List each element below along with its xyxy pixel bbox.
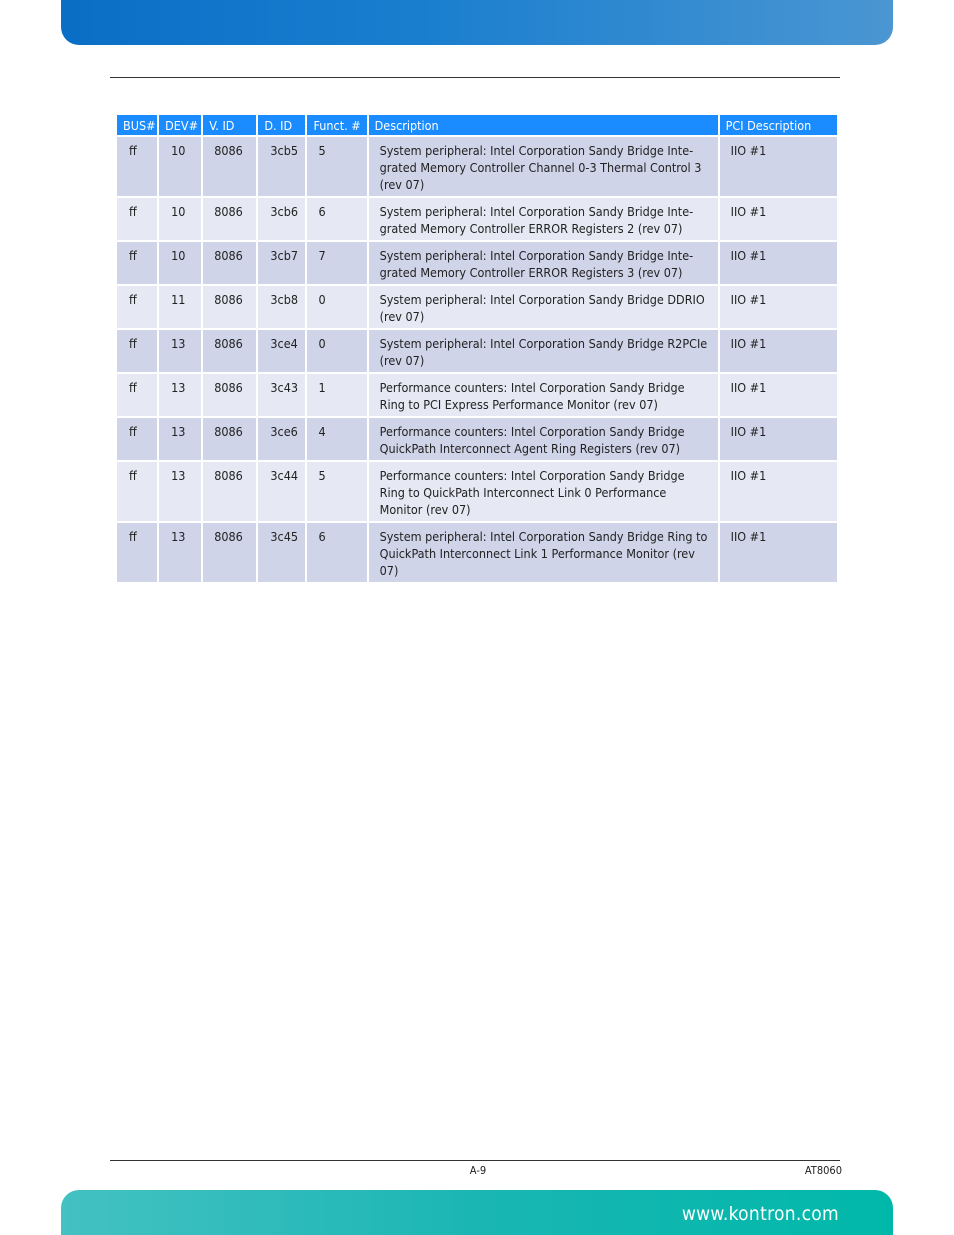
pci-description-cell: IIO #1 [720,462,837,521]
table-row [117,137,837,196]
dev-cell: 10 [159,198,201,240]
column-header-device-id: D. ID [258,115,305,135]
column-header-pci-description: PCI Description [720,115,837,135]
table-row [117,198,837,240]
table-row [117,374,837,416]
column-header-dev: DEV# [159,115,201,135]
vendor-id-cell: 8086 [203,374,256,416]
device-id-cell: 3cb8 [258,286,305,328]
pci-description-cell: IIO #1 [720,330,837,372]
pci-device-table [115,113,839,584]
pci-description-cell: IIO #1 [720,286,837,328]
table-row [117,523,837,582]
description-cell: System peripheral: Intel Corporation Sandy Bridge R2PCIe (rev 07) [369,330,718,372]
description-cell: System peripheral: Intel Corporation Sandy Bridge Ring to QuickPath Interconnect Link 1 Performance Monitor (rev 07) [369,523,718,582]
column-header-function: Funct. # [307,115,366,135]
pci-description-cell: IIO #1 [720,198,837,240]
vendor-id-cell: 8086 [203,242,256,284]
top-banner [61,0,893,45]
dev-cell: 13 [159,523,201,582]
device-id-cell: 3ce6 [258,418,305,460]
function-cell: 4 [307,418,366,460]
bus-cell: ff [117,198,157,240]
description-cell: System peripheral: Intel Corporation Sandy Bridge Inte-grated Memory Controller ERROR Registers 3 (rev 07) [369,242,718,284]
column-header-vendor-id: V. ID [203,115,256,135]
device-id-cell: 3c44 [258,462,305,521]
header-rule [110,77,840,78]
column-header-description: Description [369,115,718,135]
dev-cell: 13 [159,330,201,372]
table-header-row [117,115,837,135]
device-id-cell: 3cb5 [258,137,305,196]
description-cell: Performance counters: Intel Corporation Sandy Bridge QuickPath Interconnect Agent Ring Registers (rev 07) [369,418,718,460]
device-id-cell: 3ce4 [258,330,305,372]
function-cell: 6 [307,198,366,240]
page-number: A-9 [469,1164,487,1177]
function-cell: 7 [307,242,366,284]
vendor-id-cell: 8086 [203,462,256,521]
table-row [117,462,837,521]
description-cell: System peripheral: Intel Corporation Sandy Bridge Inte-grated Memory Controller Channel 0-3 Thermal Control 3 (rev 07) [369,137,718,196]
dev-cell: 13 [159,374,201,416]
device-id-cell: 3cb6 [258,198,305,240]
bus-cell: ff [117,523,157,582]
function-cell: 0 [307,286,366,328]
pci-description-cell: IIO #1 [720,242,837,284]
vendor-id-cell: 8086 [203,418,256,460]
dev-cell: 10 [159,137,201,196]
vendor-id-cell: 8086 [203,198,256,240]
bus-cell: ff [117,330,157,372]
device-id-cell: 3c45 [258,523,305,582]
bus-cell: ff [117,374,157,416]
pci-description-cell: IIO #1 [720,523,837,582]
website-url[interactable]: www.kontron.com [681,1203,839,1225]
footer-rule [110,1160,840,1161]
table-row [117,286,837,328]
dev-cell: 13 [159,418,201,460]
dev-cell: 10 [159,242,201,284]
function-cell: 0 [307,330,366,372]
pci-description-cell: IIO #1 [720,374,837,416]
function-cell: 5 [307,137,366,196]
vendor-id-cell: 8086 [203,523,256,582]
description-cell: Performance counters: Intel Corporation Sandy Bridge Ring to PCI Express Performance Monitor (rev 07) [369,374,718,416]
description-cell: Performance counters: Intel Corporation Sandy Bridge Ring to QuickPath Interconnect Link 0 Performance Monitor (rev 07) [369,462,718,521]
document-id: AT8060 [804,1164,842,1177]
description-cell: System peripheral: Intel Corporation Sandy Bridge Inte-grated Memory Controller ERROR Registers 2 (rev 07) [369,198,718,240]
description-cell: System peripheral: Intel Corporation Sandy Bridge DDRIO (rev 07) [369,286,718,328]
table-row [117,418,837,460]
vendor-id-cell: 8086 [203,330,256,372]
vendor-id-cell: 8086 [203,137,256,196]
pci-description-cell: IIO #1 [720,418,837,460]
function-cell: 1 [307,374,366,416]
bus-cell: ff [117,286,157,328]
bus-cell: ff [117,137,157,196]
device-id-cell: 3cb7 [258,242,305,284]
vendor-id-cell: 8086 [203,286,256,328]
bus-cell: ff [117,462,157,521]
bus-cell: ff [117,242,157,284]
pci-description-cell: IIO #1 [720,137,837,196]
function-cell: 6 [307,523,366,582]
device-id-cell: 3c43 [258,374,305,416]
dev-cell: 13 [159,462,201,521]
column-header-bus: BUS# [117,115,157,135]
table-body [117,137,837,582]
function-cell: 5 [307,462,366,521]
bottom-banner [61,1190,893,1235]
table-row [117,242,837,284]
bus-cell: ff [117,418,157,460]
dev-cell: 11 [159,286,201,328]
table-row [117,330,837,372]
